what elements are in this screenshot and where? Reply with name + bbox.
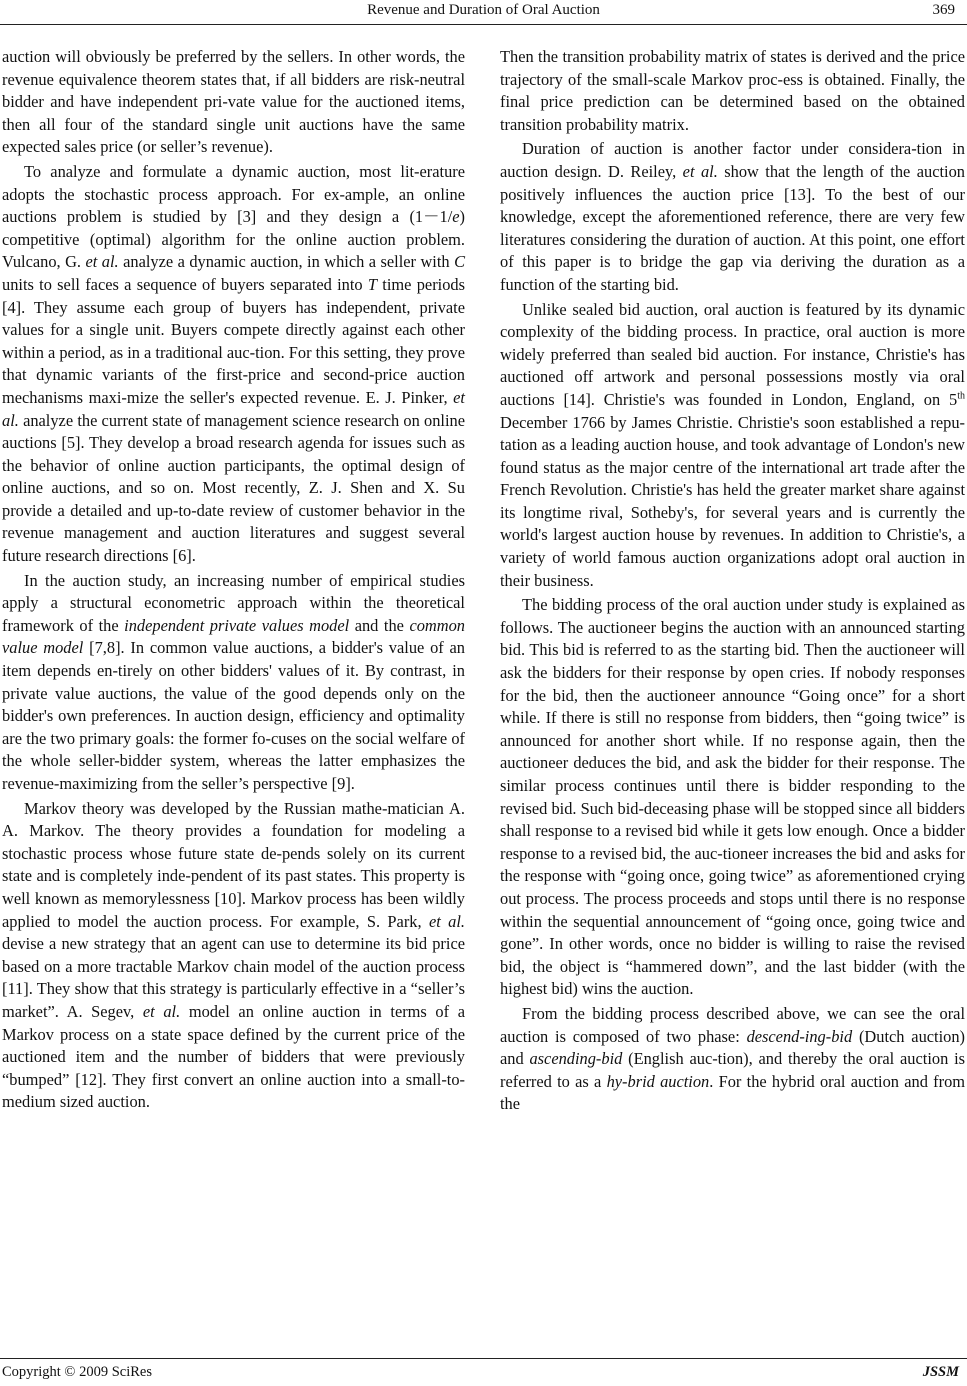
paragraph: auction will obviously be preferred by the sellers. In other words, the revenue equivalence theorem states that, if all bidders are risk-neutral bidder and have independent pri-vate value for the auctioned items, then all four of the standard single unit auctions have the same expected sales price (or seller’s revenue). [2,47,465,157]
left-column [2,46,465,1116]
paragraph: The bidding process of the oral auction under study is explained as follows. The auctioneer begins the auction with an announced starting bid. This bid is referred to as the starting bid. Then the auctioneer will ask the bidders for their response by open cries. If nobody responses for the bid, then the auctioneer announce “Going once” for a short while. If there is still no response from bidders, then “going twice” is announced for another short while. If no response again, then the auctioneer deduces the bid, and ask the bidder for their response. The similar process continues until there is bidder responding to the revised bid. Such bid-deceasing phase will be stopped since all bidders shall response to a revised bid while it gets low enough. Once a bidder response to a revised bid, the auc-tioneer increases the bid and asks for the response with “going once, going twice” as aforementioned crying out process. The process proceeds and stops until there is no response within the sequential announcement of “going once, going twice and gone”. In other words, once no bidder is willing to raise the revised bid, the object is “hammered down”, and the last bidder (with the highest bid) wins the auction. [500,595,965,999]
running-title: Revenue and Duration of Oral Auction [367,2,600,18]
header-rule [0,24,967,25]
page-number: 369 [932,2,955,18]
footer-rule [0,1358,967,1359]
paragraph: From the bidding process described above, we can see the oral auction is composed of two phase: descend-ing-bid (Dutch auction) and ascending-bid (English auc-tion), and thereby the oral auction is referred to as a hy-brid auction. For the hybrid oral auction and from the [500,1003,966,1114]
paragraph: To analyze and formulate a dynamic auction, most lit-erature adopts the stochastic process approach. For ex-ample, an online auctions problem is studied by [3] and they design a (1－1/e) competitive (optimal) algorithm for the online auction problem. Vulcano, G. et al. analyze a dynamic auction, in which a seller with C units to sell faces a sequence of buyers separated into T time periods [4]. They assume each group of buyers has independent, private values for a single unit. Buyers compete directly against each other within a period, as in a traditional auc-tion. For this setting, they prove that dynamic variants of the first-price and second-price auction mechanisms maxi-mize the seller's expected revenue. E. J. Pinker, et al. analyze the current state of management science research on online auctions [5]. They develop a broad research agenda for issues such as the behavior of online auction participants, the optimal design of online auctions, and so on. Most recently, Z. J. Shen and X. Su provide a detailed and up-to-date review of customer behavior in the revenue management and auction literatures and suggest several future research directions [6]. [2,161,465,566]
paragraph: Duration of auction is another factor under considera-tion in auction design. D. Reiley, et al. show that the length of the auction positively influences the auction price [13]. To the best of our knowledge, except the aforementioned reference, there are very few literatures considering the duration of auction. At this point, one effort of this paper is to bridge the gap via deriving the duration as a function of the starting bid. [500,139,965,294]
page-header [0,0,967,26]
paragraph: In the auction study, an increasing number of empirical studies apply a structural econometric approach within the theoretical framework of the independent private values model and the common value model [7,8]. In common value auctions, a bidder's value of an item depends en-tirely on other bidders' values of it. By contrast, in private value auctions, the value of the good depends only on the bidder's own preferences. In auction design, efficiency and optimality are the two primary goals: the former fo-cuses on the social welfare of the whole seller-bidder system, whereas the latter emphasizes the revenue-maximizing from the seller’s perspective [9]. [2,570,465,793]
journal-abbreviation: JSSM [922,1364,959,1380]
paragraph: Then the transition probability matrix of states is derived and the price trajectory of the small-scale Markov proc-ess is obtained. Finally, the final price prediction can be determined based on the obtained transition probability matrix. [500,47,965,134]
paragraph: Markov theory was developed by the Russian mathe-matician A. A. Markov. The theory provides a foundation for modeling a stochastic process whose future state de-pends solely on its current state and is completely inde-pendent of its past states. This property is well known as memorylessness [10]. Markov process has been wildly applied to model the auction process. For example, S. Park, et al. devise a new strategy that an agent can use to determine its bid price based on a more tractable Markov chain model of the auction process [11]. They show that this strategy is particularly effective in a “seller’s market”. A. Segev, et al. model an online auction in terms of a Markov process on a state space defined by the current price of the auctioned item and the number of bidders that were previously “bumped” [12]. They first convert an online auction into a small-to-medium sized auction. [2,798,466,1112]
paragraph: Unlike sealed bid auction, oral auction is featured by its dynamic complexity of the bidding process. In practice, oral auction is more widely preferred than sealed bid auction. For instance, Christie's has auctioned off artwork and personal possessions mostly via oral auctions [14]. Christie's was founded in London, England, on 5th December 1766 by James Christie. Christie's soon established a repu-tation as a leading auction house, and took advantage of London's new found status as the major centre of the international art trade after the French Revolution. Christie's has held the greater market share against its longtime rival, Sotheby's, for several years and is currently the world's largest auction house by revenues. In addition to Christie's, a variety of world famous auction organizations adopt oral auction in their business. [500,299,965,590]
copyright-notice: Copyright © 2009 SciRes [2,1364,152,1380]
right-column [500,46,965,1118]
